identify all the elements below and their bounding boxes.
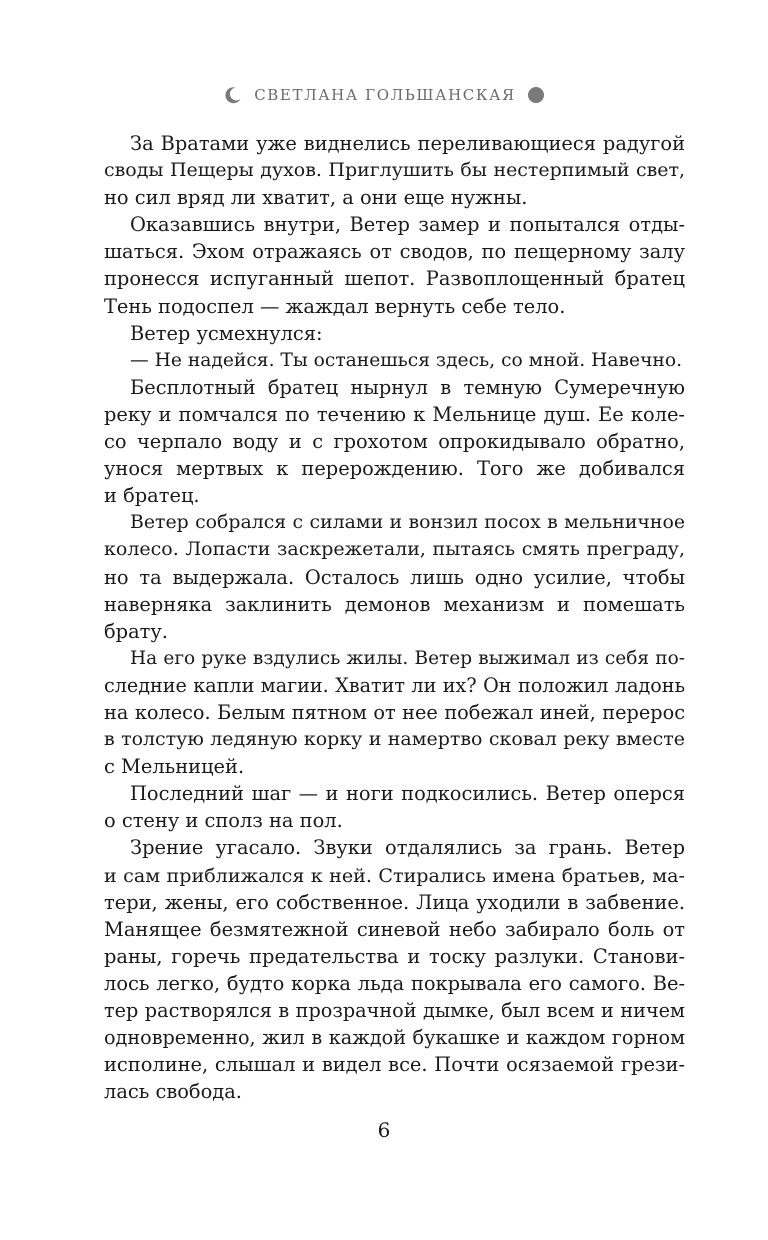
- text-line: пронесся испуганный шепот. Развоплощенный братец: [104, 267, 685, 291]
- text-line: колесо. Лопасти заскрежетали, пытаясь смять преграду,: [104, 538, 685, 561]
- text-line: брату.: [104, 619, 168, 643]
- text-line: реку и помчался по течению к Мельнице душ. Ее коле-: [104, 402, 685, 426]
- paragraph: [104, 834, 685, 1105]
- paragraph: [104, 320, 685, 347]
- text-line: Ветер собрался с силами и вонзил посох в мельничное: [130, 511, 685, 534]
- text-line: Бесплотный братец нырнул в темную Сумеречную: [130, 375, 685, 399]
- paragraph: [104, 645, 685, 780]
- text-line: тер растворялся в прозрачной дымке, был всем и ничем: [104, 999, 685, 1022]
- text-line: своды Пещеры духов. Приглушить бы нестерпимый свет,: [104, 159, 685, 182]
- text-line: и братец.: [104, 484, 200, 508]
- text-line: следние капли магии. Хватит ли их? Он положил ладонь: [104, 673, 685, 697]
- text-line: На его руке вздулись жилы. Ветер выжимал из себя по-: [130, 647, 685, 669]
- crescent-moon-icon: [224, 86, 242, 104]
- paragraph: [104, 347, 685, 374]
- paragraph: [104, 780, 685, 834]
- text-line: Последний шаг — и ноги подкосились. Ветер оперся: [130, 782, 685, 806]
- text-line: одновременно, жил в каждой букашке и каждом горном: [104, 1026, 685, 1050]
- body-text: [104, 130, 685, 1105]
- text-line: исполине, слышал и видел все. Почти осязаемой грези-: [104, 1053, 685, 1077]
- paragraph: [104, 509, 685, 644]
- text-line: но та выдержала. Осталось лишь одно усилие, чтобы: [104, 565, 685, 589]
- text-line: Ветер усмехнулся:: [130, 321, 323, 345]
- running-header: [0, 86, 768, 104]
- page-number: 6: [377, 1118, 391, 1142]
- text-line: на колесо. Белым пятном от нее побежал иней, перерос: [104, 700, 685, 724]
- paragraph: [104, 374, 685, 509]
- text-line: раны, горечь предательства и тоску разлуки. Станови-: [104, 944, 685, 968]
- text-line: но сил вряд ли хватит, а они еще нужны.: [104, 186, 528, 210]
- text-line: За Вратами уже виднелись переливающиеся радугой: [130, 132, 685, 155]
- text-line: в толстую ледяную корку и намертво сковал реку вместе: [104, 728, 685, 751]
- text-line: Тень подоспел — жаждал вернуть себе тело.: [104, 294, 566, 318]
- text-line: унося мертвых к перерождению. Того же добивался: [104, 457, 685, 481]
- paragraph: [104, 130, 685, 211]
- text-line: Манящее безмятежной синевой небо забирало боль от: [104, 917, 685, 941]
- author-name: СВЕТЛАНА ГОЛЬШАНСКАЯ: [254, 86, 516, 104]
- text-line: с Мельницей.: [104, 755, 245, 779]
- text-line: и сам приближался к ней. Стирались имена братьев, ма-: [104, 863, 685, 887]
- text-line: — Не надейся. Ты останешься здесь, со мной. Навечно.: [130, 349, 683, 371]
- text-line: о стену и сполз на пол.: [104, 809, 343, 833]
- paragraph: [104, 211, 685, 319]
- full-moon-icon: [528, 87, 544, 103]
- text-line: наверняка заклинить демонов механизм и помешать: [104, 592, 685, 616]
- text-line: лось легко, будто корка льда покрывала его самого. Ве-: [104, 971, 685, 995]
- text-line: со черпало воду и с грохотом опрокидывало обратно,: [104, 430, 685, 454]
- text-line: шаться. Эхом отражаясь от сводов, по пещерному залу: [104, 240, 685, 264]
- text-line: лась свобода.: [104, 1080, 242, 1104]
- text-line: Зрение угасало. Звуки отдалялись за грань. Ветер: [130, 836, 685, 860]
- text-line: Оказавшись внутри, Ветер замер и попытался отды-: [130, 213, 685, 237]
- text-line: тери, жены, его собственное. Лица уходили в забвение.: [104, 890, 685, 914]
